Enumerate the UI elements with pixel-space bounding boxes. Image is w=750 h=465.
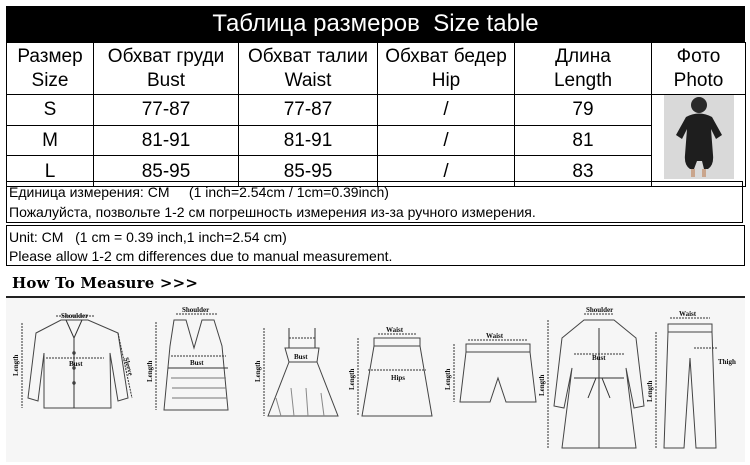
header-waist-en: Waist [284, 69, 332, 91]
blouse-length-label: Length [12, 354, 20, 376]
header-bust-en: Bust [146, 69, 186, 91]
shorts-waist-label: Waist [486, 332, 504, 340]
how-to-measure-heading: How To Measure >>> [12, 274, 199, 292]
pants-waist-label: Waist [679, 310, 697, 318]
size-table [6, 42, 746, 187]
cell-bust: 85-95 [94, 156, 239, 187]
dress-length-label: Length [254, 360, 262, 382]
header-length [515, 43, 652, 95]
notes-russian [6, 181, 743, 223]
pants-length-label: Length [646, 380, 654, 402]
cell-bust: 77-87 [94, 95, 239, 126]
tank-length-label: Length [146, 360, 154, 382]
strap-dress-diagram [264, 328, 338, 416]
dress-bust-label: Bust [294, 353, 308, 361]
notes-en-tolerance: Please allow 1-2 cm differences due to manual measurement. [9, 248, 393, 264]
size-table-title: Таблица размеров Size table [6, 6, 745, 42]
coat-length-label: Length [538, 374, 546, 396]
shorts-diagram [454, 340, 536, 402]
cell-length: 81 [515, 125, 652, 156]
coat-shoulder-label: Shoulder [586, 306, 614, 314]
pants-thigh-label: Thigh [718, 358, 736, 366]
cell-waist: 81-91 [239, 125, 378, 156]
cell-size: L [7, 156, 94, 187]
header-hip-en: Hip [431, 69, 461, 91]
blouse-shoulder-label: Shoulder [61, 312, 89, 320]
table-header-row [7, 43, 746, 95]
tank-bust-label: Bust [190, 359, 204, 367]
notes-english [6, 225, 745, 266]
pants-diagram [656, 318, 718, 448]
header-photo-en: Photo [673, 69, 724, 91]
header-length-ru: Длина [555, 45, 611, 67]
measurement-diagrams [6, 298, 745, 462]
header-waist-ru: Обхват талии [248, 45, 368, 67]
header-waist [239, 43, 378, 95]
product-photo [652, 95, 746, 187]
notes-ru-tolerance: Пожалуйста, позвольте 1-2 см погрешность измерения из-за ручного измерения. [9, 204, 536, 220]
table-row [7, 125, 746, 156]
notes-en-unit: Unit: CM (1 cm = 0.39 inch,1 inch=2.54 cm) [9, 229, 287, 245]
header-size-en: Size [31, 69, 69, 91]
dress-photo-image [664, 95, 734, 179]
coat-diagram [548, 314, 644, 448]
tank-shoulder-label: Shoulder [182, 306, 210, 314]
skirt-hips-label: Hips [391, 374, 406, 382]
header-bust [94, 43, 239, 95]
blouse-sleeve-label: Sleeve [122, 356, 135, 377]
header-hip-ru: Обхват бедер [385, 45, 507, 67]
cell-length: 79 [515, 95, 652, 126]
cell-waist: 77-87 [239, 95, 378, 126]
header-hip [378, 43, 515, 95]
header-photo-ru: Фото [676, 45, 721, 67]
cell-bust: 81-91 [94, 125, 239, 156]
header-length-en: Length [553, 69, 613, 91]
header-size-ru: Размер [17, 45, 83, 67]
blouse-bust-label: Bust [69, 360, 83, 368]
cell-hip: / [378, 125, 515, 156]
cell-size: S [7, 95, 94, 126]
header-photo [652, 43, 746, 95]
skirt-waist-label: Waist [386, 326, 404, 334]
notes-ru-unit: Единица измерения: CM (1 inch=2.54cm / 1cm=0.39inch) [9, 184, 389, 200]
skirt-length-label: Length [348, 368, 356, 390]
cell-size: M [7, 125, 94, 156]
cell-length: 83 [515, 156, 652, 187]
cell-hip: / [378, 95, 515, 126]
shorts-length-label: Length [444, 368, 452, 390]
coat-bust-label: Bust [592, 354, 606, 362]
cell-waist: 85-95 [239, 156, 378, 187]
table-row [7, 95, 746, 126]
header-size [7, 43, 94, 95]
header-bust-ru: Обхват груди [107, 45, 225, 67]
cell-hip: / [378, 156, 515, 187]
